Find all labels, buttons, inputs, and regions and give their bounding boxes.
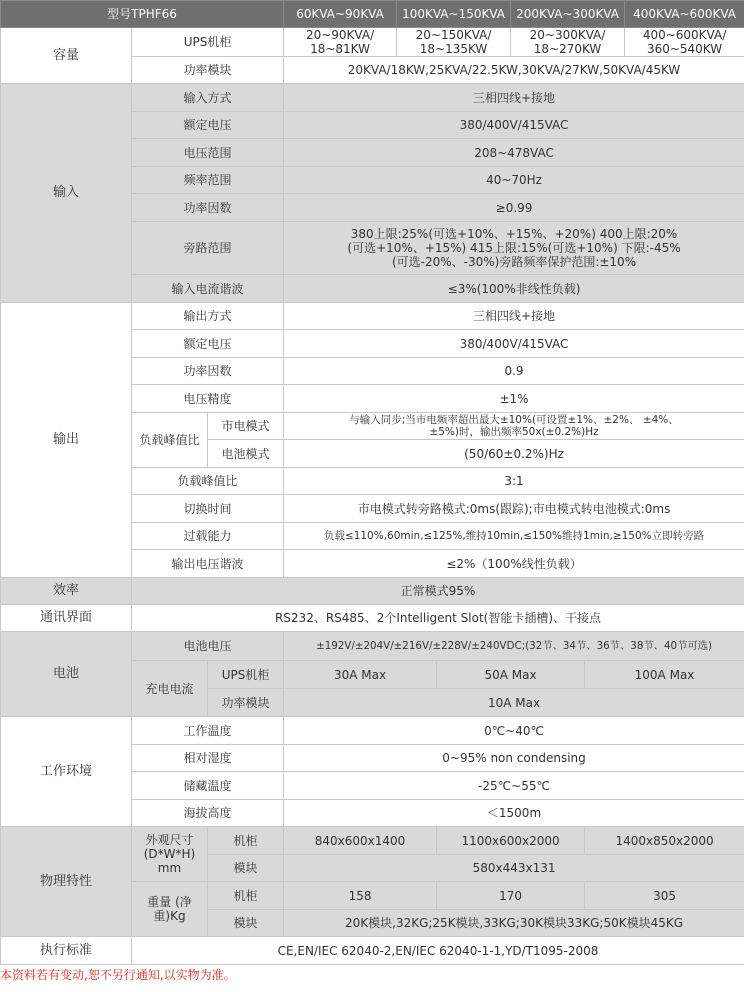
battery-charge-module-value: 10A Max [284, 689, 744, 717]
input-row-label: 输入电流谐波 [132, 275, 284, 303]
output-voltage-label: 额定电压 [132, 330, 284, 358]
output-voltage-value: 380/400V/415VAC [284, 330, 744, 358]
output-thd-value: ≤2%（100%线性负载） [284, 550, 744, 578]
capacity-module-label: 功率模块 [132, 57, 284, 84]
model-header: 型号TPHF66 [1, 1, 284, 28]
standard-value: CE,EN/IEC 62040-2,EN/IEC 62040-1-1,YD/T1095-2008 [132, 937, 744, 965]
environment-row-label: 相对湿度 [132, 745, 284, 772]
physical-dim-module-value: 580x443x131 [284, 855, 744, 882]
output-overload-label: 过载能力 [132, 523, 284, 550]
input-row-value: 380/400V/415VAC [284, 112, 744, 139]
battery-charge-ups-value-1: 30A Max [284, 661, 437, 689]
output-mains-mode-label: 市电模式 [208, 413, 284, 440]
physical-dim-module-label: 模块 [208, 855, 284, 882]
environment-row-value: -25℃~55℃ [284, 772, 744, 800]
output-overload-value: 负载≤110%,60min,≤125%,维持10min,≤150%维持1min,≥150%立即转旁路 [284, 523, 744, 550]
capacity-label: 容量 [1, 28, 132, 84]
battery-voltage-label: 电池电压 [132, 632, 284, 661]
physical-weight-label: 重量 (净重)Kg [132, 882, 208, 937]
battery-charge-label: 充电电流 [132, 661, 208, 717]
input-row-value: 208~478VAC [284, 139, 744, 167]
physical-label: 物理特性 [1, 827, 132, 937]
physical-dim-cabinet-value-1: 840x600x1400 [284, 827, 437, 855]
input-row-value: 380上限:25%(可选+10%、+15%、+20%) 400上限:20% (可选+10%、+15%) 415上限:15%(可选+10%) 下限:-45%(可选-20%、-30%)旁路频率保护范围:±10% [284, 222, 744, 275]
physical-weight-cabinet-value-1: 158 [284, 882, 437, 910]
environment-row-value: ＜1500m [284, 800, 744, 827]
output-battery-mode-label: 电池模式 [208, 440, 284, 468]
environment-row-value: 0℃~40℃ [284, 717, 744, 745]
battery-charge-ups-label: UPS机柜 [208, 661, 284, 689]
comm-label: 通讯界面 [1, 605, 132, 632]
input-row-label: 频率范围 [132, 167, 284, 194]
input-row-label: 额定电压 [132, 112, 284, 139]
input-row-value: ≥0.99 [284, 194, 744, 222]
capacity-ups-label: UPS机柜 [132, 28, 284, 57]
comm-value: RS232、RS485、2个Intelligent Slot(智能卡插槽)、干接点 [132, 605, 744, 632]
output-battery-mode-value: (50/60±0.2%)Hz [284, 440, 744, 468]
physical-weight-module-label: 模块 [208, 910, 284, 937]
input-label: 输入 [1, 84, 132, 303]
disclaimer-note: 本资料若有变动,恕不另行通知,以实物为准。 [0, 968, 236, 982]
environment-label: 工作环境 [1, 717, 132, 827]
capacity-module-value: 20KVA/18KW,25KVA/22.5KW,30KVA/27KW,50KVA/45KW [284, 57, 744, 84]
input-row-value: 三相四线+接地 [284, 84, 744, 112]
environment-row-label: 工作温度 [132, 717, 284, 745]
battery-charge-ups-value-3: 100A Max [585, 661, 744, 689]
input-row-value: ≤3%(100%非线性负载) [284, 275, 744, 303]
output-method-value: 三相四线+接地 [284, 303, 744, 330]
physical-dim-cabinet-value-2: 1100x600x2000 [437, 827, 585, 855]
output-crest-value: 3:1 [284, 468, 744, 495]
input-row-label: 旁路范围 [132, 222, 284, 275]
capacity-ups-value-3: 20~300KVA/ 18~270KW [511, 28, 625, 57]
output-crest-label: 负载峰值比 [132, 468, 284, 495]
output-thd-label: 输出电压谐波 [132, 550, 284, 578]
battery-charge-ups-value-2: 50A Max [437, 661, 585, 689]
input-row-value: 40~70Hz [284, 167, 744, 194]
output-crest-group-label: 负载峰值比 [132, 413, 208, 468]
physical-weight-cabinet-value-2: 170 [437, 882, 585, 910]
range-header-4: 400KVA~600KVA [625, 1, 744, 28]
environment-row-label: 海拔高度 [132, 800, 284, 827]
physical-dim-cabinet-label: 机柜 [208, 827, 284, 855]
capacity-ups-value-2: 20~150KVA/ 18~135KW [397, 28, 511, 57]
input-row-label: 电压范围 [132, 139, 284, 167]
output-switch-value: 市电模式转旁路模式:0ms(跟踪);市电模式转电池模式:0ms [284, 495, 744, 523]
range-header-1: 60KVA~90KVA [284, 1, 397, 28]
output-method-label: 输出方式 [132, 303, 284, 330]
physical-dim-label: 外观尺寸 (D*W*H) mm [132, 827, 208, 882]
battery-charge-module-label: 功率模块 [208, 689, 284, 717]
input-row-label: 功率因数 [132, 194, 284, 222]
output-precision-label: 电压精度 [132, 385, 284, 413]
environment-row-value: 0~95% non condensing [284, 745, 744, 772]
range-header-2: 100KVA~150KVA [397, 1, 511, 28]
output-precision-value: ±1% [284, 385, 744, 413]
physical-weight-cabinet-value-3: 305 [585, 882, 744, 910]
battery-label: 电池 [1, 632, 132, 717]
output-mains-mode-value: 与输入同步;当市电频率超出最大±10%(可设置±1%、±2%、 ±4%、±5%)时，输出频率50x(±0.2%)Hz [284, 413, 744, 440]
physical-dim-cabinet-value-3: 1400x850x2000 [585, 827, 744, 855]
efficiency-label: 效率 [1, 578, 132, 605]
input-row-label: 输入方式 [132, 84, 284, 112]
capacity-ups-value-1: 20~90KVA/ 18~81KW [284, 28, 397, 57]
physical-weight-cabinet-label: 机柜 [208, 882, 284, 910]
physical-weight-module-value: 20K模块,32KG;25K模块,33KG;30K模块33KG;50K模块45KG [284, 910, 744, 937]
output-label: 输出 [1, 303, 132, 578]
environment-row-label: 储藏温度 [132, 772, 284, 800]
battery-voltage-value: ±192V/±204V/±216V/±228V/±240VDC;(32节、34节、36节、38节、40节可选) [284, 632, 744, 661]
output-pf-label: 功率因数 [132, 358, 284, 385]
output-switch-label: 切换时间 [132, 495, 284, 523]
capacity-ups-value-4: 400~600KVA/ 360~540KW [625, 28, 744, 57]
output-pf-value: 0.9 [284, 358, 744, 385]
efficiency-value: 正常模式95% [132, 578, 744, 605]
range-header-3: 200KVA~300KVA [511, 1, 625, 28]
standard-label: 执行标准 [1, 937, 132, 965]
